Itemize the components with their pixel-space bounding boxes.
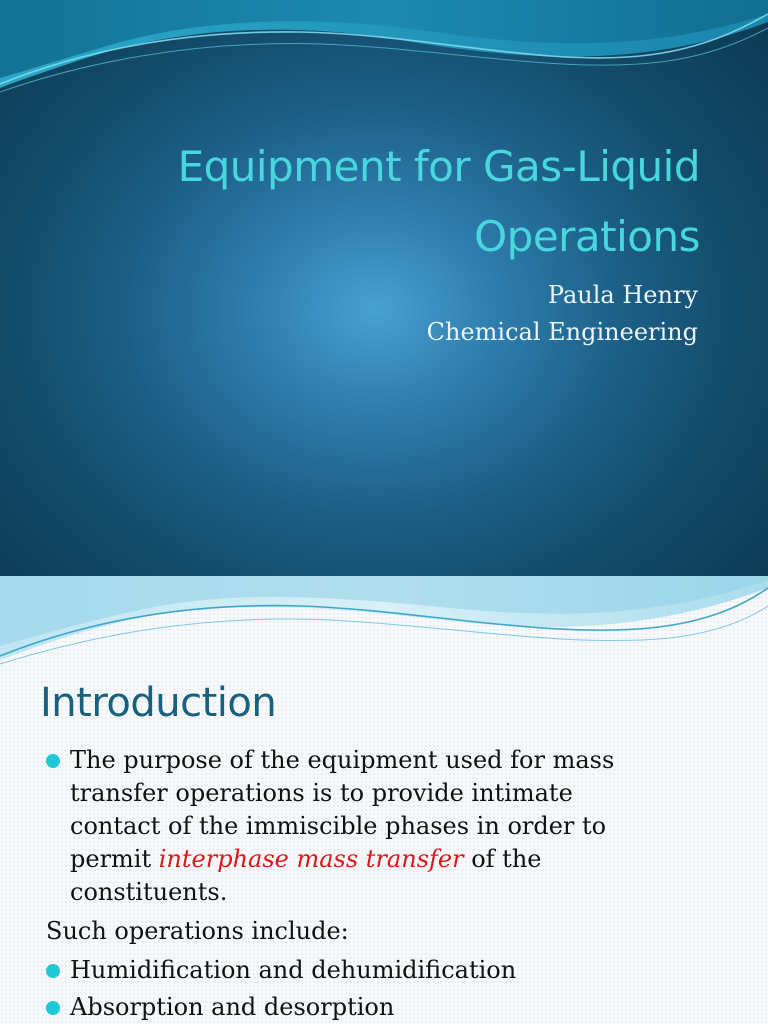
content-slide (0, 576, 768, 1024)
bullet-text (70, 744, 730, 909)
bullet-line: contact of the immiscible phases in order to (70, 812, 607, 840)
text-fragment: permit (70, 845, 159, 873)
slide-title (60, 132, 700, 272)
bullet-line: constituents. (70, 878, 228, 906)
list-item-label: Absorption and desorption (70, 993, 395, 1021)
wave-decoration-top (0, 0, 768, 110)
author-department: Chemical Engineering (426, 318, 698, 346)
list-intro: Such operations include: (46, 917, 349, 945)
author-name: Paula Henry (547, 281, 698, 309)
bullet-line (70, 843, 730, 876)
text-fragment: of the (463, 845, 542, 873)
slide-subtitle (98, 277, 698, 351)
title-line-2: Operations (474, 212, 700, 261)
list-item-label: Humidification and dehumidification (70, 956, 517, 984)
bullet-line: transfer operations is to provide intimate (70, 779, 573, 807)
title-line-1: Equipment for Gas-Liquid (177, 142, 700, 191)
slide-heading: Introduction (40, 680, 277, 726)
bullet-dot-icon (46, 754, 60, 768)
bullet-line: The purpose of the equipment used for mass (70, 746, 615, 774)
bullet-dot-icon (46, 1001, 60, 1015)
wave-decoration-top (0, 576, 768, 676)
emphasized-term: interphase mass transfer (158, 845, 464, 873)
bullet-dot-icon (46, 964, 60, 978)
